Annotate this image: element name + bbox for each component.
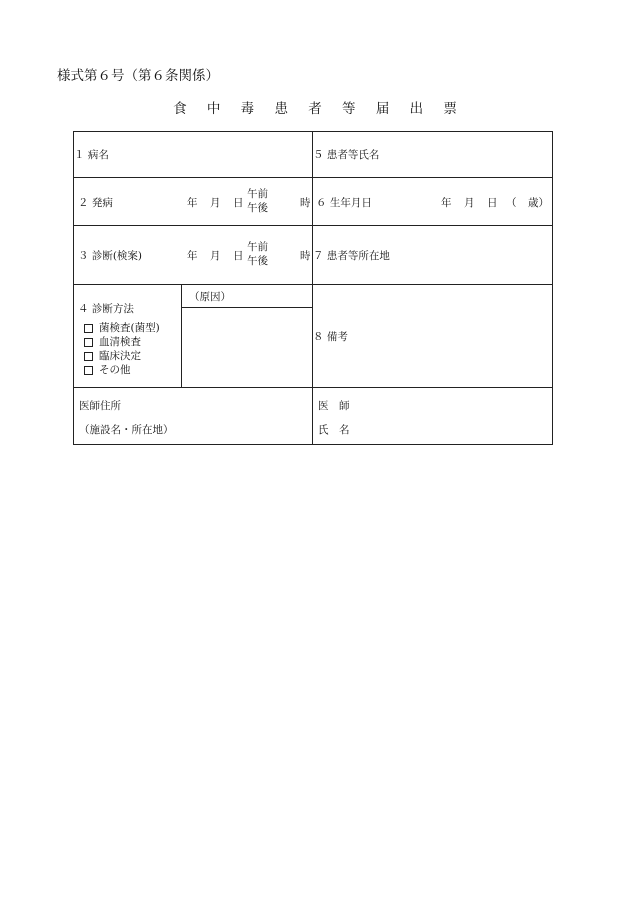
- onset-label: ２ 発病: [78, 197, 113, 209]
- physician-address-label: 医師住所: [79, 400, 121, 412]
- age-paren-open: （: [506, 197, 517, 209]
- cause-header: [182, 285, 312, 308]
- facility-label: （施設名・所在地）: [79, 424, 174, 436]
- cause-field[interactable]: [182, 285, 313, 388]
- form-row-diagnosis-method: [74, 285, 553, 388]
- onset-year-label: 年: [187, 197, 198, 209]
- physician-address-field[interactable]: [74, 388, 313, 445]
- onset-hour-label: 時: [300, 197, 311, 209]
- option-bacteria-test[interactable]: [84, 321, 160, 335]
- birth-month-label: 月: [464, 197, 475, 209]
- option-other[interactable]: [84, 363, 160, 377]
- diagnosis-method-field: [74, 285, 182, 388]
- option-clinical[interactable]: [84, 349, 160, 363]
- option-label: 臨床決定: [99, 350, 141, 362]
- physician-name-field[interactable]: [313, 388, 553, 445]
- diagnosis-month-label: 月: [210, 250, 221, 262]
- diagnosis-method-label: ４ 診断方法: [78, 303, 134, 315]
- form-row-diagnosis-date: [74, 226, 553, 285]
- diagnosis-day-label: 日: [233, 250, 244, 262]
- patient-name-label: ５ 患者等氏名: [313, 149, 380, 161]
- birth-year-label: 年: [441, 197, 452, 209]
- cause-label: （原因）: [189, 291, 231, 303]
- diagnosis-hour-label: 時: [300, 250, 311, 262]
- form-row-physician: [74, 388, 553, 445]
- patient-address-field[interactable]: [313, 226, 553, 285]
- remarks-field[interactable]: [313, 285, 553, 388]
- checkbox[interactable]: [84, 366, 93, 375]
- age-label: 歳）: [528, 197, 549, 209]
- patient-name-field[interactable]: [313, 132, 553, 178]
- option-label: 菌検査(菌型): [99, 322, 160, 334]
- form-number-header: 様式第６号（第６条関係）: [57, 68, 219, 84]
- onset-day-label: 日: [233, 197, 244, 209]
- diagnosis-method-options: [84, 321, 160, 377]
- diagnosis-year-label: 年: [187, 250, 198, 262]
- birthdate-label: ６ 生年月日: [316, 197, 372, 209]
- option-label: 血清検査: [99, 336, 141, 348]
- option-label: その他: [99, 364, 131, 376]
- checkbox[interactable]: [84, 324, 93, 333]
- diagnosis-date-field[interactable]: [74, 226, 313, 285]
- disease-name-label: １ 病名: [74, 149, 109, 161]
- birthdate-field[interactable]: [313, 178, 553, 226]
- option-serum-test[interactable]: [84, 335, 160, 349]
- diagnosis-pm-label: 午後: [247, 255, 268, 267]
- checkbox[interactable]: [84, 338, 93, 347]
- onset-month-label: 月: [210, 197, 221, 209]
- physician-name-label: 氏 名: [318, 424, 350, 436]
- remarks-label: ８ 備考: [313, 330, 348, 343]
- physician-label: 医 師: [318, 400, 350, 412]
- onset-date-field[interactable]: [74, 178, 313, 226]
- disease-name-field[interactable]: [74, 132, 313, 178]
- notification-form-table: [73, 131, 553, 445]
- diagnosis-label: ３ 診断(検案): [78, 250, 143, 262]
- birth-day-label: 日: [487, 197, 498, 209]
- form-title: 食 中 毒 患 者 等 届 出 票: [173, 101, 465, 117]
- patient-address-label: ７ 患者等所在地: [313, 249, 390, 262]
- checkbox[interactable]: [84, 352, 93, 361]
- form-row-disease: [74, 132, 553, 178]
- onset-pm-label: 午後: [247, 202, 268, 214]
- diagnosis-am-label: 午前: [247, 241, 268, 253]
- onset-am-label: 午前: [247, 188, 268, 200]
- form-row-onset: [74, 178, 553, 226]
